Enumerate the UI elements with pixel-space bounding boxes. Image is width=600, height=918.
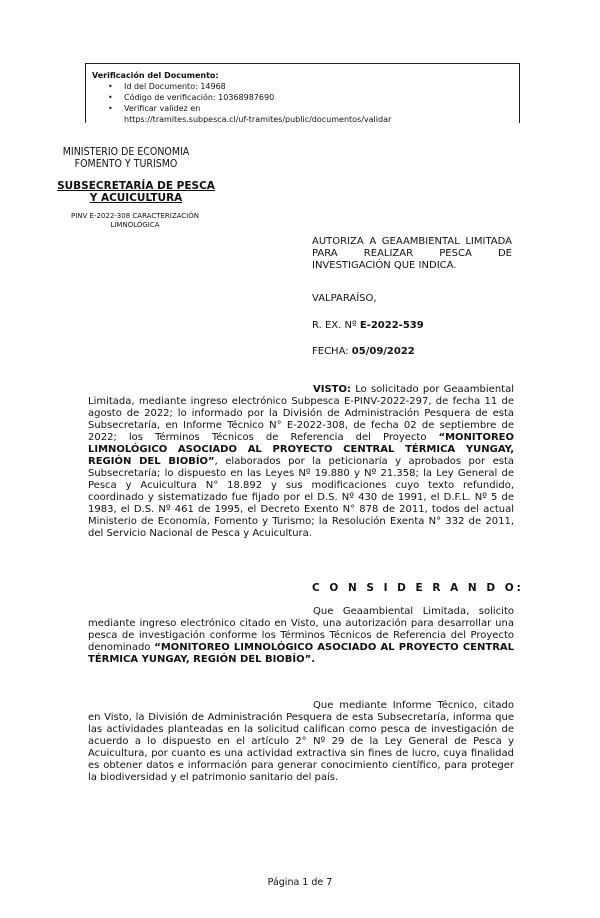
considerando-p2-text: Que mediante Informe Técnico, citado en Visto, la División de Administración Pesquera de esta Subsecretaría, informa que las actividades planteadas en la solicitud califican como pesca de investigación de acuerdo a lo dispuesto en el artículo 2° Nº 29 de la Ley General de Pesca y Acuicultura, por cuanto es una actividad extractiva sin fines de lucro, cuya finalidad es obtener datos e información para generar conocimiento científico, para proteger la biodiversidad y el patrimonio sanitario del país. xyxy=(88,700,514,783)
date-value: 05/09/2022 xyxy=(351,346,415,357)
ministry-name xyxy=(46,146,206,170)
page-number: Página 1 de 7 xyxy=(267,877,333,888)
visto-lead: Lo solicitado por Geaambiental Limitada, mediante ingreso electrónico Subpesca E-PINV-2022-297, de fecha 11 de agosto de 2022; lo informado por la División de Administración Pesquera de esta Subsecretaría, en Informe Técnico N° E-2022-308, de fecha 02 de septiembre de 2022; los Términos Técnicos de Referencia del Proyecto xyxy=(88,384,514,443)
visto-heading: VISTO: xyxy=(313,384,351,395)
subsecretaria-line1: SUBSECRETARÍA DE PESCA xyxy=(57,180,215,192)
date-label: FECHA: xyxy=(312,346,352,357)
resolution-value: E-2022-539 xyxy=(359,320,424,331)
considerando-paragraph-1 xyxy=(88,606,514,666)
considerando-p1-lead: Que Geaambiental Limitada, solicito mediante ingreso electrónico citado en Visto, una autorización para desarrollar una pesca de investigación conforme los Términos Técnicos de Referencia del Proyecto denominado xyxy=(88,606,514,653)
visto-paragraph xyxy=(88,384,514,540)
verification-item-id: • Id del Documento: 14968 xyxy=(108,81,519,92)
subsecretaria-name xyxy=(46,180,226,204)
resolution-label: R. EX. Nº xyxy=(312,320,360,331)
considerando-heading: C O N S I D E R A N D O: xyxy=(312,582,524,594)
pinv-reference xyxy=(50,212,220,230)
pinv-line1: PINV E-2022-308 CARACTERIZACIÓN xyxy=(70,212,199,220)
verification-item-validity: • Verificar validez en xyxy=(108,103,519,114)
pinv-line2: LIMNOLÓGICA xyxy=(110,221,160,229)
considerando-paragraph-2 xyxy=(88,700,514,784)
place: VALPARAÍSO, xyxy=(312,293,377,304)
verification-item-code: • Código de verificación: 10368987690 xyxy=(108,92,519,103)
verification-url[interactable]: https://tramites.subpesca.cl/uf-tramites/public/documentos/validar xyxy=(124,115,392,123)
subsecretaria-line2: Y ACUICULTURA xyxy=(89,192,183,204)
ministry-line1: MINISTERIO DE ECONOMIA xyxy=(62,146,190,158)
considerando-p1-project: “MONITOREO LIMNOLÓGICO ASOCIADO AL PROYECTO CENTRAL TÉRMICA YUNGAY, REGIÓN DEL BIOBÍO”. xyxy=(88,642,515,665)
resolution-number xyxy=(312,320,424,332)
visto-rest: , elaborados por la peticionaria y aprobados por esta Subsecretaría; lo dispuesto en las Leyes Nº 19.880 y Nº 21.358; la Ley General de Pesca y Acuicultura N° 18.892 y sus modificaciones cuyo texto refundido, coordinado y sistematizado fue fijado por el D.S. Nº 430 de 1991, el D.F.L. Nº 5 de 1983, el D.S. Nº 461 de 1995, el Decreto Exento N° 878 de 2011, todos del actual Ministerio de Economía, Fomento y Turismo; la Resolución Exenta N° 332 de 2011, del Servicio Nacional de Pesca y Acuicultura. xyxy=(88,456,515,539)
verification-title: Verificación del Documento: xyxy=(92,71,219,80)
verification-list xyxy=(108,81,519,114)
verification-box xyxy=(85,63,520,123)
visto-project: “MONITOREO LIMNOLÓGICO ASOCIADO AL PROYECTO CENTRAL TÉRMICA YUNGAY, REGIÓN DEL BIOBÍO” xyxy=(88,432,514,467)
ministry-line2: FOMENTO Y TURISMO xyxy=(74,158,178,170)
resolution-date xyxy=(312,346,415,358)
resolution-summary: AUTORIZA A GEAAMBIENTAL LIMITADA PARA REALIZAR PESCA DE INVESTIGACIÓN QUE INDICA. xyxy=(312,236,512,271)
